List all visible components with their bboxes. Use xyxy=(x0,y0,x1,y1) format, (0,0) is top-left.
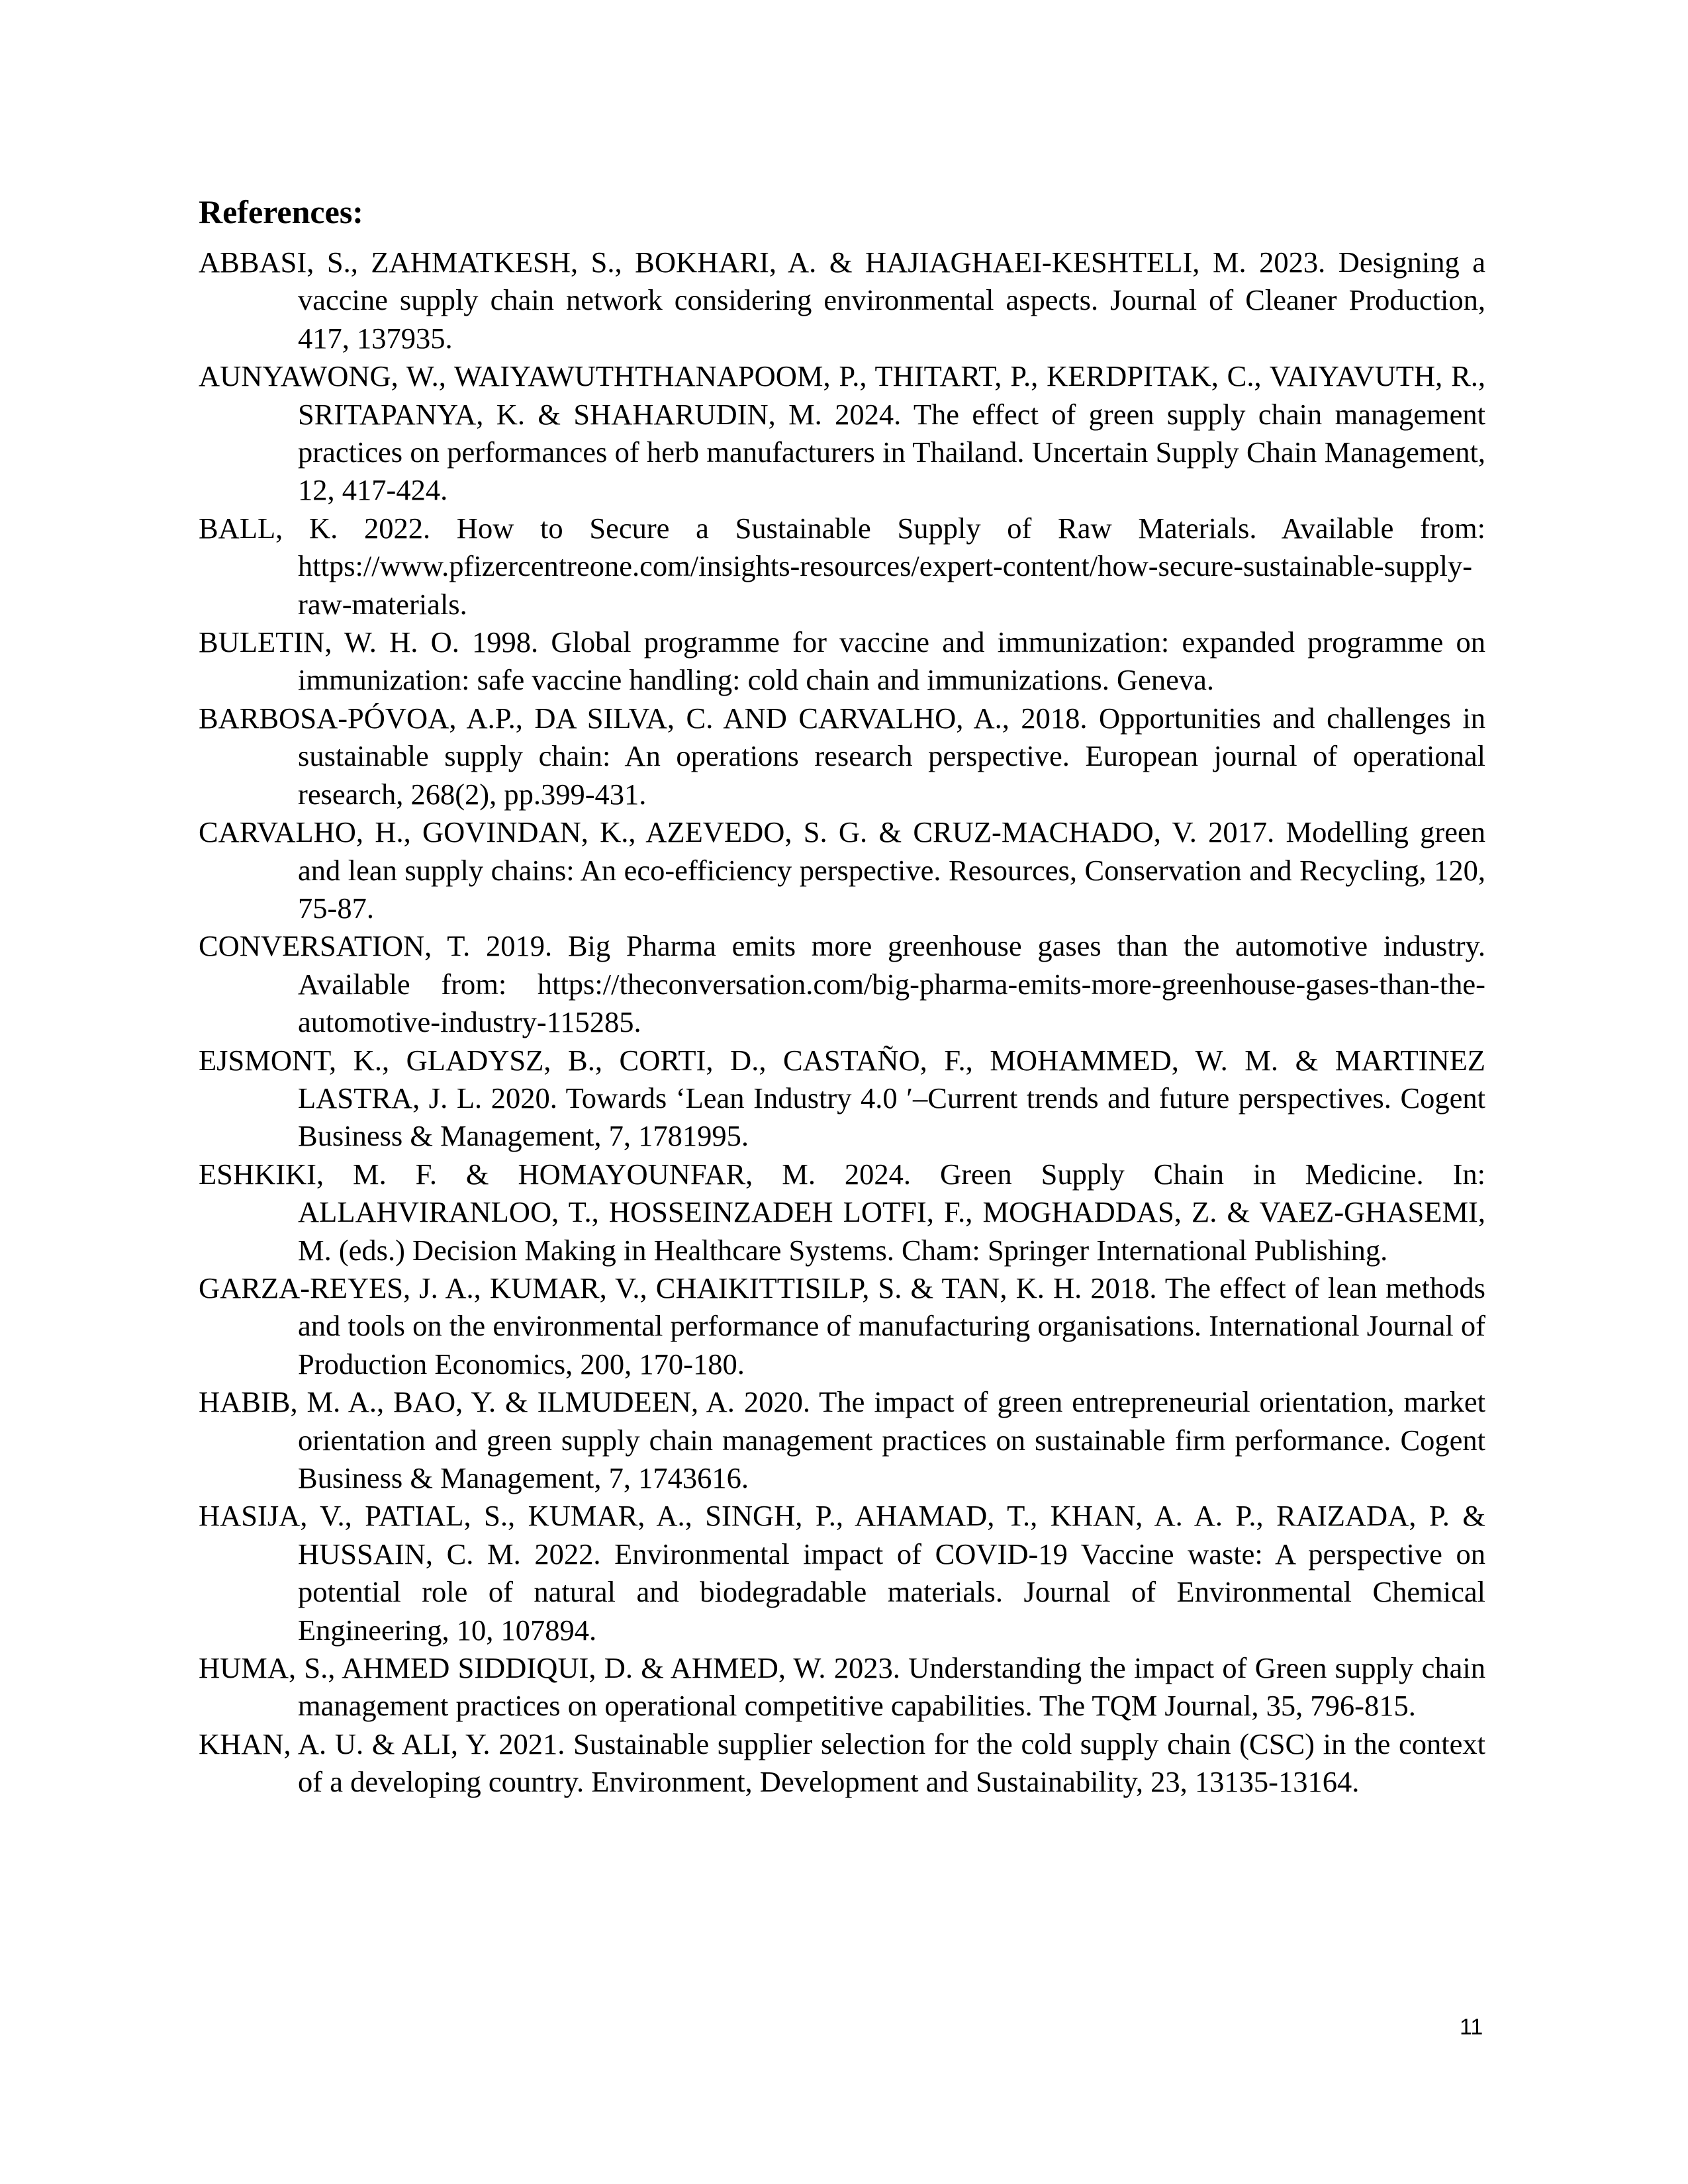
page-number: 11 xyxy=(1460,2015,1483,2040)
reference-entry: HUMA, S., AHMED SIDDIQUI, D. & AHMED, W. 2023. Understanding the impact of Green supply chain management practices on operational competitive capabilities. The TQM Journal, 35, 796-815. xyxy=(199,1651,1485,1723)
reference-entry: BALL, K. 2022. How to Secure a Sustainable Supply of Raw Materials. Available from: https://www.pfizercentreone.com/insights-resources/expert-content/how-secure-sustainable-supply-raw-materials. xyxy=(199,511,1485,621)
reference-entry: BULETIN, W. H. O. 1998. Global programme for vaccine and immunization: expanded programme on immunization: safe vaccine handling: cold chain and immunizations. Geneva. xyxy=(199,625,1485,697)
reference-entry: EJSMONT, K., GLADYSZ, B., CORTI, D., CASTAÑO, F., MOHAMMED, W. M. & MARTINEZ LASTRA, J. L. 2020. Towards ‘Lean Industry 4.0 ′–Current trends and future perspectives. Cogent Business & Management, 7, 1781995. xyxy=(199,1043,1485,1153)
reference-entry: GARZA-REYES, J. A., KUMAR, V., CHAIKITTISILP, S. & TAN, K. H. 2018. The effect of lean methods and tools on the environmental performance of manufacturing organisations. International Journal of Production Economics, 200, 170-180. xyxy=(199,1271,1485,1381)
reference-entry: CARVALHO, H., GOVINDAN, K., AZEVEDO, S. G. & CRUZ-MACHADO, V. 2017. Modelling green and lean supply chains: An eco-efficiency perspective. Resources, Conservation and Recycling, 120, 75-87. xyxy=(199,815,1485,925)
reference-entry: KHAN, A. U. & ALI, Y. 2021. Sustainable supplier selection for the cold supply chain (CSC) in the context of a developing country. Environment, Development and Sustainability, 23, 13135-13164. xyxy=(199,1727,1485,1799)
reference-entry: ESHKIKI, M. F. & HOMAYOUNFAR, M. 2024. Green Supply Chain in Medicine. In: ALLAHVIRANLOO, T., HOSSEINZADEH LOTFI, F., MOGHADDAS, Z. & VAEZ-GHASEMI, M. (eds.) Decision Making in Healthcare Systems. Cham: Springer International Publishing. xyxy=(199,1157,1485,1267)
reference-entry: HASIJA, V., PATIAL, S., KUMAR, A., SINGH, P., AHAMAD, T., KHAN, A. A. P., RAIZADA, P. & HUSSAIN, C. M. 2022. Environmental impact of COVID-19 Vaccine waste: A perspective on potential role of natural and biodegradable materials. Journal of Environmental Chemical Engineering, 10, 107894. xyxy=(199,1499,1485,1647)
reference-entry: CONVERSATION, T. 2019. Big Pharma emits more greenhouse gases than the automotive industry. Available from: https://theconversation.com/big-pharma-emits-more-greenhouse-gases-than-the-automotive-industry-115285. xyxy=(199,929,1485,1039)
reference-entry: AUNYAWONG, W., WAIYAWUTHTHANAPOOM, P., THITART, P., KERDPITAK, C., VAIYAVUTH, R., SRITAPANYA, K. & SHAHARUDIN, M. 2024. The effect of green supply chain management practices on performances of herb manufacturers in Thailand. Uncertain Supply Chain Management, 12, 417-424. xyxy=(199,359,1485,507)
reference-entry: BARBOSA-PÓVOA, A.P., DA SILVA, C. AND CARVALHO, A., 2018. Opportunities and challenges in sustainable supply chain: An operations research perspective. European journal of operational research, 268(2), pp.399-431. xyxy=(199,701,1485,811)
reference-entry: ABBASI, S., ZAHMATKESH, S., BOKHARI, A. & HAJIAGHAEI-KESHTELI, M. 2023. Designing a vaccine supply chain network considering environmental aspects. Journal of Cleaner Production, 417, 137935. xyxy=(199,246,1485,355)
document-page xyxy=(199,192,1485,1801)
reference-list xyxy=(199,244,1485,1801)
reference-entry: HABIB, M. A., BAO, Y. & ILMUDEEN, A. 2020. The impact of green entrepreneurial orientation, market orientation and green supply chain management practices on sustainable firm performance. Cogent Business & Management, 7, 1743616. xyxy=(199,1385,1485,1494)
references-heading: References: xyxy=(199,193,363,230)
